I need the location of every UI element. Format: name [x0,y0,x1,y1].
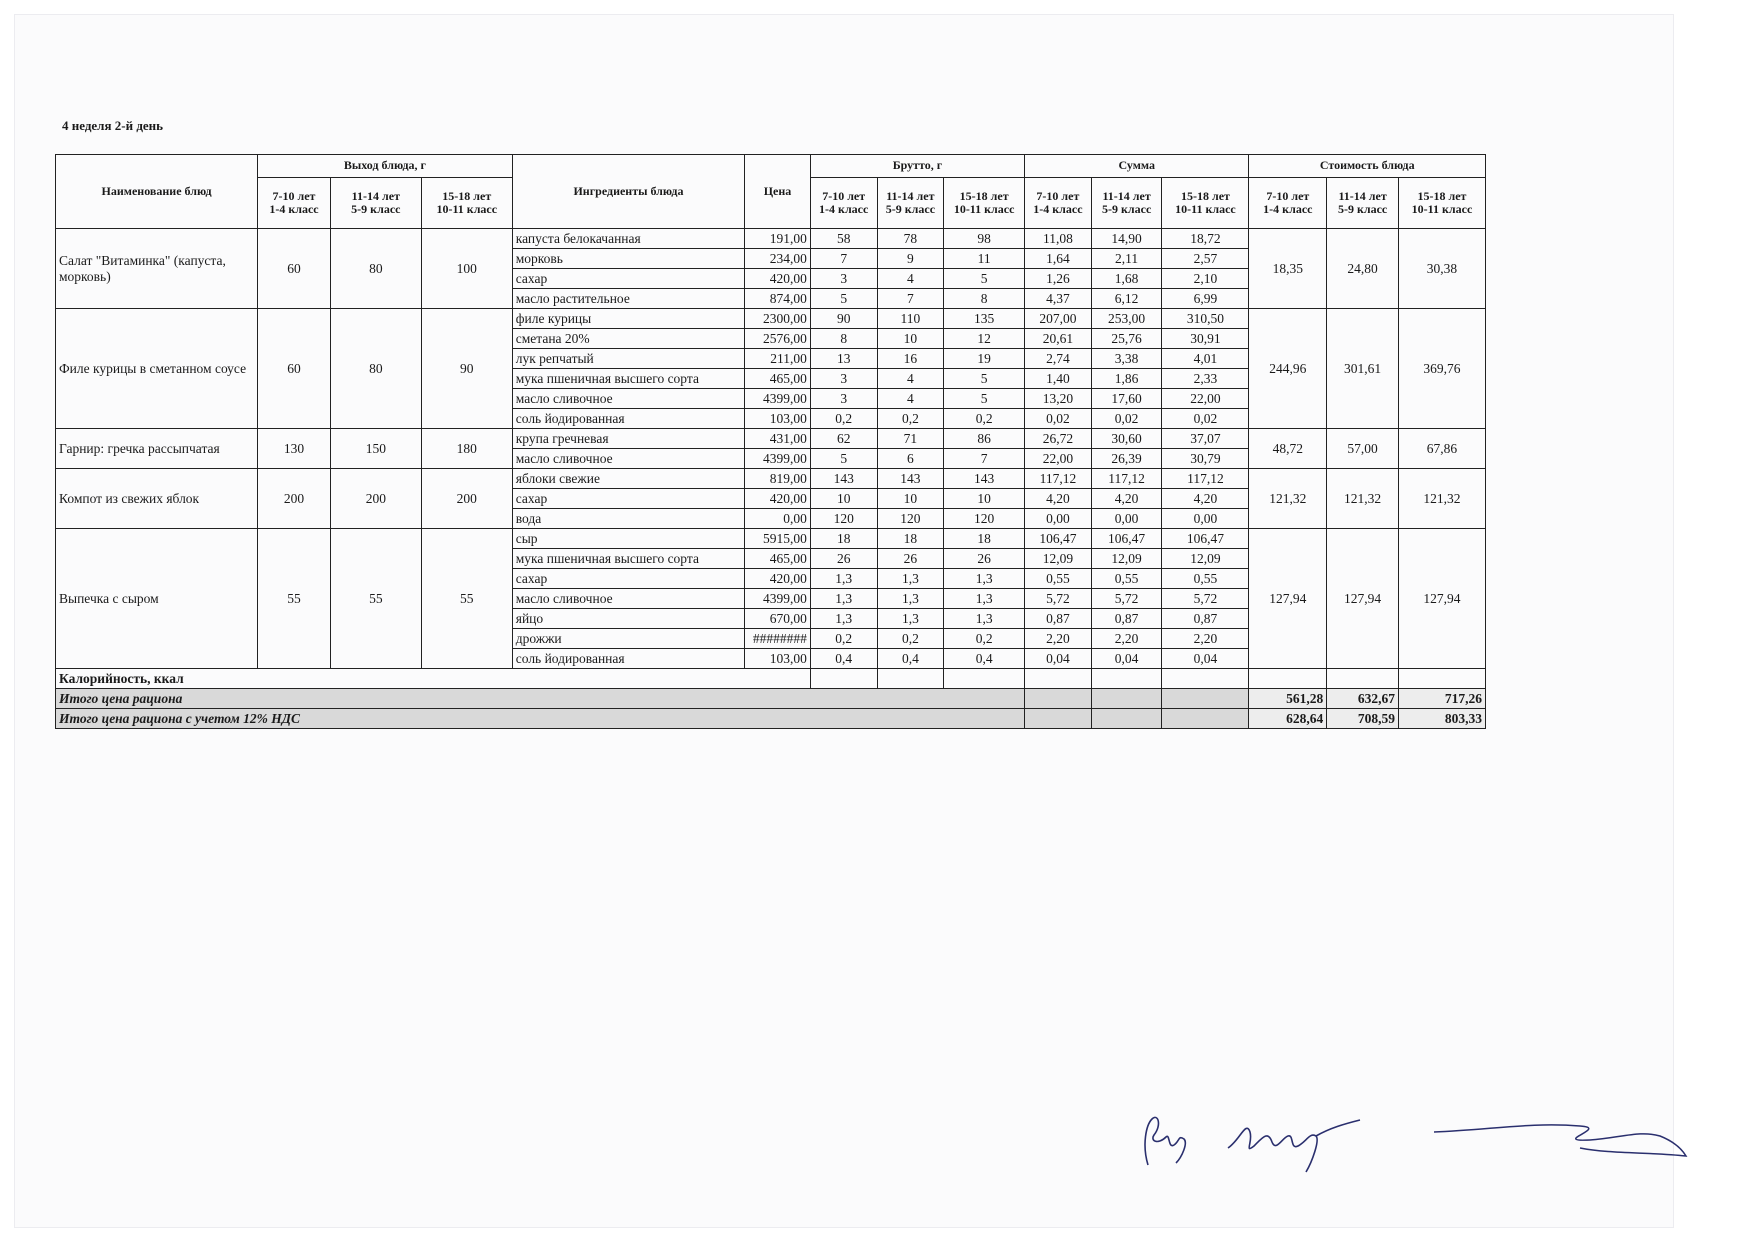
ingredient-gross: 0,4 [810,649,877,669]
ingredient-gross: 3 [810,389,877,409]
dish-cost: 301,61 [1327,309,1399,429]
ingredient-gross: 6 [877,449,944,469]
dish-yield: 100 [421,229,512,309]
ingredient-sum: 4,20 [1162,489,1249,509]
ingredient-sum: 11,08 [1025,229,1092,249]
ingredient-sum: 30,79 [1162,449,1249,469]
ingredient-name: сметана 20% [512,329,744,349]
calories-cell [877,669,944,689]
ingredient-gross: 5 [810,289,877,309]
ingredient-gross: 18 [810,529,877,549]
ingredient-price: 2576,00 [745,329,811,349]
age-label: 7-10 лет [1036,188,1080,203]
ingredient-gross: 0,2 [877,629,944,649]
ingredient-sum: 12,09 [1091,549,1162,569]
ingredient-gross: 5 [944,369,1025,389]
header-gross-age-1 [877,178,944,229]
calories-cell [1025,669,1092,689]
dish-yield: 200 [258,469,331,529]
calories-cell [810,669,877,689]
total-blank [1025,709,1092,729]
header-price: Цена [745,155,811,229]
ingredient-sum: 13,20 [1025,389,1092,409]
grade-label: 10-11 класс [1411,202,1473,216]
ingredient-sum: 0,00 [1091,509,1162,529]
ingredient-price: 4399,00 [745,449,811,469]
ingredient-price: 211,00 [745,349,811,369]
age-label: 11-14 лет [886,188,935,203]
total-value: 717,26 [1398,689,1485,709]
ingredient-sum: 4,20 [1091,489,1162,509]
age-label: 15-18 лет [1180,188,1230,203]
calories-cell [1162,669,1249,689]
ingredient-gross: 58 [810,229,877,249]
ingredient-sum: 1,86 [1091,369,1162,389]
ingredient-gross: 135 [944,309,1025,329]
dish-yield: 180 [421,429,512,469]
age-label: 11-14 лет [1338,188,1387,203]
ingredient-sum: 3,38 [1091,349,1162,369]
ingredient-price: 819,00 [745,469,811,489]
ingredient-sum: 0,04 [1162,649,1249,669]
age-label: 11-14 лет [1102,188,1151,203]
ingredient-price: 5915,00 [745,529,811,549]
ingredient-sum: 0,02 [1162,409,1249,429]
ingredient-sum: 12,09 [1025,549,1092,569]
ingredient-sum: 0,87 [1091,609,1162,629]
signature-1 [1128,1105,1218,1175]
table-row [56,309,1486,329]
ingredient-name: сахар [512,569,744,589]
ingredient-gross: 120 [877,509,944,529]
ingredient-gross: 110 [877,309,944,329]
ingredient-sum: 1,26 [1025,269,1092,289]
ingredient-name: морковь [512,249,744,269]
ingredient-name: соль йодированная [512,649,744,669]
ingredient-name: сахар [512,269,744,289]
dish-cost: 121,32 [1398,469,1485,529]
total-blank [1091,709,1162,729]
ingredient-price: 420,00 [745,569,811,589]
calories-row [56,669,1486,689]
total-value: 708,59 [1327,709,1399,729]
ingredient-sum: 1,64 [1025,249,1092,269]
ingredient-sum: 4,20 [1025,489,1092,509]
ingredient-sum: 2,57 [1162,249,1249,269]
ingredient-gross: 18 [877,529,944,549]
calories-cell [1327,669,1399,689]
header-gross: Брутто, г [810,155,1024,178]
ingredient-gross: 7 [810,249,877,269]
dish-yield: 80 [330,309,421,429]
ingredient-name: мука пшеничная высшего сорта [512,369,744,389]
ingredient-gross: 1,3 [877,609,944,629]
grade-label: 5-9 класс [351,202,401,216]
ingredient-gross: 26 [810,549,877,569]
calories-cell [1249,669,1327,689]
total-blank [1025,689,1092,709]
ingredient-gross: 120 [810,509,877,529]
ingredient-sum: 117,12 [1091,469,1162,489]
dish-name: Выпечка с сыром [56,529,258,669]
ingredient-sum: 22,00 [1162,389,1249,409]
dish-yield: 130 [258,429,331,469]
ingredient-gross: 26 [877,549,944,569]
ingredient-price: 4399,00 [745,589,811,609]
ingredient-gross: 0,4 [944,649,1025,669]
grade-label: 10-11 класс [1175,202,1236,216]
ingredient-name: масло сливочное [512,589,744,609]
ingredient-sum: 5,72 [1162,589,1249,609]
ingredient-gross: 86 [944,429,1025,449]
ingredient-gross: 5 [944,269,1025,289]
dish-cost: 24,80 [1327,229,1399,309]
ingredient-sum: 106,47 [1025,529,1092,549]
ingredient-sum: 117,12 [1025,469,1092,489]
ingredient-gross: 16 [877,349,944,369]
ingredient-gross: 0,4 [877,649,944,669]
ingredient-gross: 0,2 [810,409,877,429]
grade-label: 10-11 класс [953,202,1015,216]
ingredient-sum: 2,10 [1162,269,1249,289]
header-sum: Сумма [1025,155,1249,178]
dish-cost: 127,94 [1249,529,1327,669]
table-row [56,429,1486,449]
ingredient-sum: 22,00 [1025,449,1092,469]
ingredient-sum: 2,74 [1025,349,1092,369]
ingredient-gross: 10 [877,329,944,349]
ingredient-sum: 0,55 [1162,569,1249,589]
ingredient-gross: 143 [944,469,1025,489]
page-title: 4 неделя 2-й день [62,118,164,133]
ingredient-name: масло сливочное [512,389,744,409]
ingredient-gross: 7 [877,289,944,309]
ingredient-name: сыр [512,529,744,549]
ingredient-gross: 1,3 [810,589,877,609]
total-blank [1162,689,1249,709]
ingredient-sum: 5,72 [1091,589,1162,609]
ingredient-price: 0,00 [745,509,811,529]
ingredient-sum: 2,11 [1091,249,1162,269]
ingredient-gross: 71 [877,429,944,449]
ingredient-sum: 310,50 [1162,309,1249,329]
ingredient-gross: 0,2 [944,409,1025,429]
header-yield-age-0 [258,178,331,229]
ingredient-sum: 0,04 [1091,649,1162,669]
ingredient-gross: 4 [877,369,944,389]
menu-table [55,154,1486,729]
grade-label: 1-4 класс [1033,202,1083,216]
table-row [56,529,1486,549]
ingredient-gross: 8 [810,329,877,349]
header-gross-age-2 [944,178,1025,229]
header-cost-age-0 [1249,178,1327,229]
ingredient-sum: 106,47 [1091,529,1162,549]
dish-cost: 127,94 [1327,529,1399,669]
dish-yield: 55 [258,529,331,669]
ingredient-sum: 2,20 [1091,629,1162,649]
ingredient-sum: 30,91 [1162,329,1249,349]
ingredient-gross: 12 [944,329,1025,349]
dish-name: Гарнир: гречка рассыпчатая [56,429,258,469]
ingredient-gross: 11 [944,249,1025,269]
ingredient-gross: 7 [944,449,1025,469]
dish-yield: 60 [258,229,331,309]
ingredient-gross: 0,2 [877,409,944,429]
ingredient-gross: 143 [877,469,944,489]
ingredient-gross: 19 [944,349,1025,369]
grade-label: 10-11 класс [436,202,498,216]
ingredient-name: дрожжи [512,629,744,649]
ingredient-gross: 10 [810,489,877,509]
total-label: Итого цена рациона [56,689,1025,709]
ingredient-gross: 13 [810,349,877,369]
ingredient-sum: 253,00 [1091,309,1162,329]
ingredient-gross: 1,3 [877,569,944,589]
signature-3 [1430,1112,1690,1172]
dish-cost: 67,86 [1398,429,1485,469]
ingredient-sum: 20,61 [1025,329,1092,349]
total-value: 803,33 [1398,709,1485,729]
total-label: Итого цена рациона с учетом 12% НДС [56,709,1025,729]
ingredient-gross: 98 [944,229,1025,249]
ingredient-gross: 90 [810,309,877,329]
ingredient-gross: 3 [810,369,877,389]
ingredient-sum: 0,00 [1025,509,1092,529]
dish-cost: 121,32 [1327,469,1399,529]
calories-cell [1398,669,1485,689]
calories-cell [1091,669,1162,689]
ingredient-sum: 30,60 [1091,429,1162,449]
ingredient-price: 191,00 [745,229,811,249]
header-cost-age-2 [1398,178,1485,229]
header-sum-age-1 [1091,178,1162,229]
ingredient-gross: 5 [944,389,1025,409]
ingredient-price: 874,00 [745,289,811,309]
ingredient-sum: 4,01 [1162,349,1249,369]
ingredient-sum: 1,68 [1091,269,1162,289]
dish-cost: 48,72 [1249,429,1327,469]
ingredient-name: масло сливочное [512,449,744,469]
signature-2 [1220,1110,1370,1180]
header-yield: Выход блюда, г [258,155,513,178]
ingredient-gross: 120 [944,509,1025,529]
grade-label: 5-9 класс [1337,202,1388,216]
age-label: 11-14 лет [351,188,400,203]
ingredient-name: сахар [512,489,744,509]
ingredient-gross: 4 [877,269,944,289]
age-label: 15-18 лет [1417,188,1467,203]
ingredient-gross: 1,3 [810,569,877,589]
calories-label: Калорийность, ккал [56,669,811,689]
dish-name: Салат "Витаминка" (капуста, морковь) [56,229,258,309]
ingredient-sum: 26,39 [1091,449,1162,469]
table-row [56,229,1486,249]
grade-label: 1-4 класс [1263,202,1313,216]
ingredient-sum: 0,02 [1091,409,1162,429]
dish-name: Филе курицы в сметанном соусе [56,309,258,429]
ingredient-price: 431,00 [745,429,811,449]
ingredient-gross: 1,3 [877,589,944,609]
header-dish: Наименование блюд [56,155,258,229]
dish-cost: 127,94 [1398,529,1485,669]
dish-cost: 30,38 [1398,229,1485,309]
ingredient-sum: 6,99 [1162,289,1249,309]
ingredient-sum: 2,20 [1162,629,1249,649]
ingredient-gross: 8 [944,289,1025,309]
calories-cell [944,669,1025,689]
table-row [56,469,1486,489]
header-yield-age-2 [421,178,512,229]
ingredient-sum: 0,55 [1091,569,1162,589]
ingredient-gross: 1,3 [944,589,1025,609]
dish-cost: 18,35 [1249,229,1327,309]
ingredient-sum: 0,55 [1025,569,1092,589]
ingredient-gross: 78 [877,229,944,249]
ingredient-price: 234,00 [745,249,811,269]
age-label: 15-18 лет [442,188,492,203]
total-value: 561,28 [1249,689,1327,709]
ingredient-gross: 0,2 [810,629,877,649]
ingredient-gross: 3 [810,269,877,289]
dish-yield: 55 [330,529,421,669]
age-label: 15-18 лет [959,188,1009,203]
ingredient-price: 4399,00 [745,389,811,409]
age-label: 7-10 лет [272,188,316,203]
ingredient-sum: 6,12 [1091,289,1162,309]
ingredient-name: соль йодированная [512,409,744,429]
ingredient-sum: 0,02 [1025,409,1092,429]
ingredient-gross: 10 [944,489,1025,509]
age-label: 7-10 лет [822,188,866,203]
ingredient-price: 103,00 [745,409,811,429]
ingredient-price: 420,00 [745,489,811,509]
dish-cost: 121,32 [1249,469,1327,529]
ingredient-gross: 1,3 [944,569,1025,589]
dish-yield: 80 [330,229,421,309]
age-label: 7-10 лет [1266,188,1310,203]
ingredient-name: капуста белокачанная [512,229,744,249]
ingredient-sum: 26,72 [1025,429,1092,449]
header-yield-age-1 [330,178,421,229]
ingredient-gross: 4 [877,389,944,409]
ingredient-name: крупа гречневая [512,429,744,449]
ingredient-price: 465,00 [745,369,811,389]
grade-label: 5-9 класс [1101,202,1152,216]
ingredient-sum: 12,09 [1162,549,1249,569]
ingredient-price: 420,00 [745,269,811,289]
ingredient-gross: 26 [944,549,1025,569]
ingredient-sum: 4,37 [1025,289,1092,309]
total-blank [1162,709,1249,729]
header-sum-age-0 [1025,178,1092,229]
header-cost: Стоимость блюда [1249,155,1486,178]
dish-cost: 369,76 [1398,309,1485,429]
ingredient-price: 103,00 [745,649,811,669]
grade-label: 1-4 класс [819,202,869,216]
ingredient-gross: 62 [810,429,877,449]
ingredient-name: яйцо [512,609,744,629]
ingredient-price: 2300,00 [745,309,811,329]
ingredient-sum: 2,33 [1162,369,1249,389]
ingredient-sum: 0,04 [1025,649,1092,669]
ingredient-sum: 37,07 [1162,429,1249,449]
grade-label: 1-4 класс [269,202,319,216]
dish-cost: 244,96 [1249,309,1327,429]
header-sum-age-2 [1162,178,1249,229]
total-row [56,689,1486,709]
dish-cost: 57,00 [1327,429,1399,469]
ingredient-name: масло растительное [512,289,744,309]
ingredient-gross: 1,3 [944,609,1025,629]
dish-yield: 55 [421,529,512,669]
ingredient-sum: 14,90 [1091,229,1162,249]
ingredient-sum: 106,47 [1162,529,1249,549]
ingredient-gross: 18 [944,529,1025,549]
ingredient-sum: 117,12 [1162,469,1249,489]
ingredient-price: ######## [745,629,811,649]
header-cost-age-1 [1327,178,1399,229]
ingredient-gross: 143 [810,469,877,489]
header-ingredients: Ингредиенты блюда [512,155,744,229]
ingredient-sum: 18,72 [1162,229,1249,249]
ingredient-gross: 10 [877,489,944,509]
ingredient-sum: 25,76 [1091,329,1162,349]
ingredient-sum: 207,00 [1025,309,1092,329]
dish-yield: 200 [330,469,421,529]
total-value: 632,67 [1327,689,1399,709]
ingredient-price: 465,00 [745,549,811,569]
menu-body [56,229,1486,729]
ingredient-name: вода [512,509,744,529]
ingredient-sum: 2,20 [1025,629,1092,649]
ingredient-name: мука пшеничная высшего сорта [512,549,744,569]
dish-name: Компот из свежих яблок [56,469,258,529]
ingredient-name: филе курицы [512,309,744,329]
ingredient-gross: 1,3 [810,609,877,629]
ingredient-sum: 0,87 [1162,609,1249,629]
dish-yield: 60 [258,309,331,429]
ingredient-gross: 9 [877,249,944,269]
ingredient-sum: 5,72 [1025,589,1092,609]
total-blank [1091,689,1162,709]
dish-yield: 200 [421,469,512,529]
ingredient-name: лук репчатый [512,349,744,369]
total-row [56,709,1486,729]
total-value: 628,64 [1249,709,1327,729]
ingredient-sum: 0,00 [1162,509,1249,529]
ingredient-price: 670,00 [745,609,811,629]
ingredient-name: яблоки свежие [512,469,744,489]
grade-label: 5-9 класс [885,202,936,216]
ingredient-gross: 5 [810,449,877,469]
ingredient-sum: 17,60 [1091,389,1162,409]
header-gross-age-0 [810,178,877,229]
ingredient-gross: 0,2 [944,629,1025,649]
ingredient-sum: 0,87 [1025,609,1092,629]
dish-yield: 90 [421,309,512,429]
ingredient-sum: 1,40 [1025,369,1092,389]
dish-yield: 150 [330,429,421,469]
